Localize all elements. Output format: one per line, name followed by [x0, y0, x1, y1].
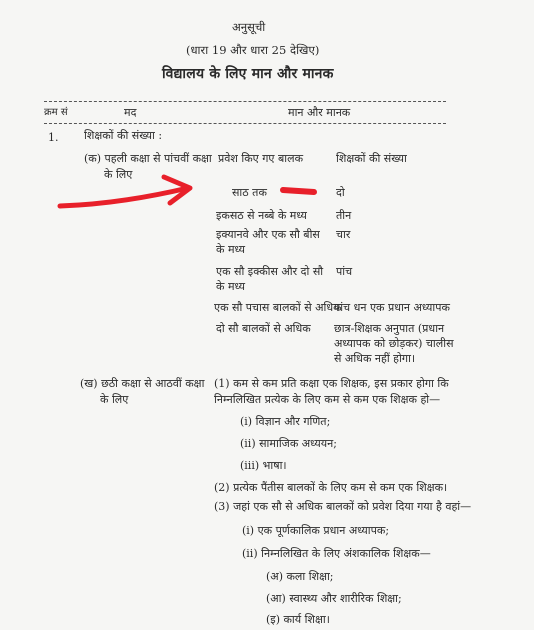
table-row-admitted: इकसठ से नब्बे के मध्य	[216, 209, 307, 222]
sub-item: (ii) सामाजिक अध्ययन;	[240, 437, 337, 450]
table-top-rule	[44, 101, 446, 102]
sub-sub-item: (आ) स्वास्थ्य और शारीरिक शिक्षा;	[266, 592, 402, 605]
table-row-admitted: एक सौ पचास बालकों से अधिक	[214, 301, 342, 314]
table-row-admitted-cont: के मध्य	[216, 243, 246, 256]
part-b-label-line1: (ख) छठी कक्षा से आठवीं कक्षा	[80, 377, 205, 390]
sub-item: (i) विज्ञान और गणित;	[240, 415, 331, 428]
point-1-line1: (1) कम से कम प्रति कक्षा एक शिक्षक, इस प्रकार होगा कि	[214, 377, 449, 390]
part-a-label-line1: (क) पहली कक्षा से पांचवीं कक्षा	[84, 152, 212, 165]
sub-item: (iii) भाषा।	[240, 459, 287, 472]
column-header-admitted: प्रवेश किए गए बालक	[218, 152, 304, 165]
table-row-teachers-cont: अध्यापक को छोड़कर) चालीस	[334, 337, 454, 350]
sub-sub-item: (इ) कार्य शिक्षा।	[266, 613, 330, 626]
red-dash-icon	[283, 190, 314, 192]
section-label: शिक्षकों की संख्या :	[84, 129, 163, 142]
table-row-teachers: पांच धन एक प्रधान अध्यापक	[334, 301, 450, 314]
column-header-teachers: शिक्षकों की संख्या	[336, 152, 407, 165]
sub-sub-item: (अ) कला शिक्षा;	[266, 570, 334, 583]
red-arrowhead-icon	[164, 177, 190, 203]
table-row-admitted: एक सौ इक्कीस और दो सौ	[216, 265, 324, 278]
point-3: (3) जहां एक सौ से अधिक बालकों को प्रवेश दिया गया है वहां—	[214, 500, 472, 513]
page-title: विद्यालय के लिए मान और मानक	[162, 66, 334, 82]
part-a-label-line2: के लिए	[104, 168, 133, 181]
table-row-teachers: दो	[336, 186, 345, 199]
table-row-teachers: छात्र-शिक्षक अनुपात (प्रधान	[334, 322, 445, 335]
table-row-teachers: पांच	[336, 265, 353, 278]
table-header-rule	[44, 123, 446, 124]
red-arrow-icon	[60, 188, 188, 206]
table-row-teachers: चार	[336, 228, 351, 241]
table-row-admitted: इक्यानवे और एक सौ बीस	[216, 228, 320, 241]
sub-item: (i) एक पूर्णकालिक प्रधान अध्यापक;	[242, 524, 390, 537]
table-row-teachers-cont: से अधिक नहीं होगा।	[334, 352, 416, 365]
column-header-norms: मान और मानक	[288, 106, 351, 119]
table-row-admitted: साठ तक	[232, 186, 267, 199]
schedule-reference: (धारा 19 और धारा 25 देखिए)	[186, 43, 320, 57]
part-b-label-line2: के लिए	[100, 393, 129, 406]
schedule-title: अनुसूची	[232, 20, 266, 34]
column-header-number: क्रम सं	[44, 107, 68, 118]
point-1-line2: निम्नलिखित प्रत्येक के लिए कम से कम एक शिक्षक हो—	[214, 393, 441, 406]
point-2: (2) प्रत्येक पैंतीस बालकों के लिए कम से कम एक शिक्षक।	[214, 481, 448, 494]
table-row-teachers: तीन	[336, 209, 352, 222]
column-header-item: मद	[124, 106, 137, 119]
table-row-admitted: दो सौ बालकों से अधिक	[216, 322, 311, 335]
table-row-admitted-cont: के मध्य	[216, 280, 246, 293]
section-number: 1.	[48, 131, 59, 144]
sub-item: (ii) निम्नलिखित के लिए अंशकालिक शिक्षक—	[242, 547, 431, 560]
